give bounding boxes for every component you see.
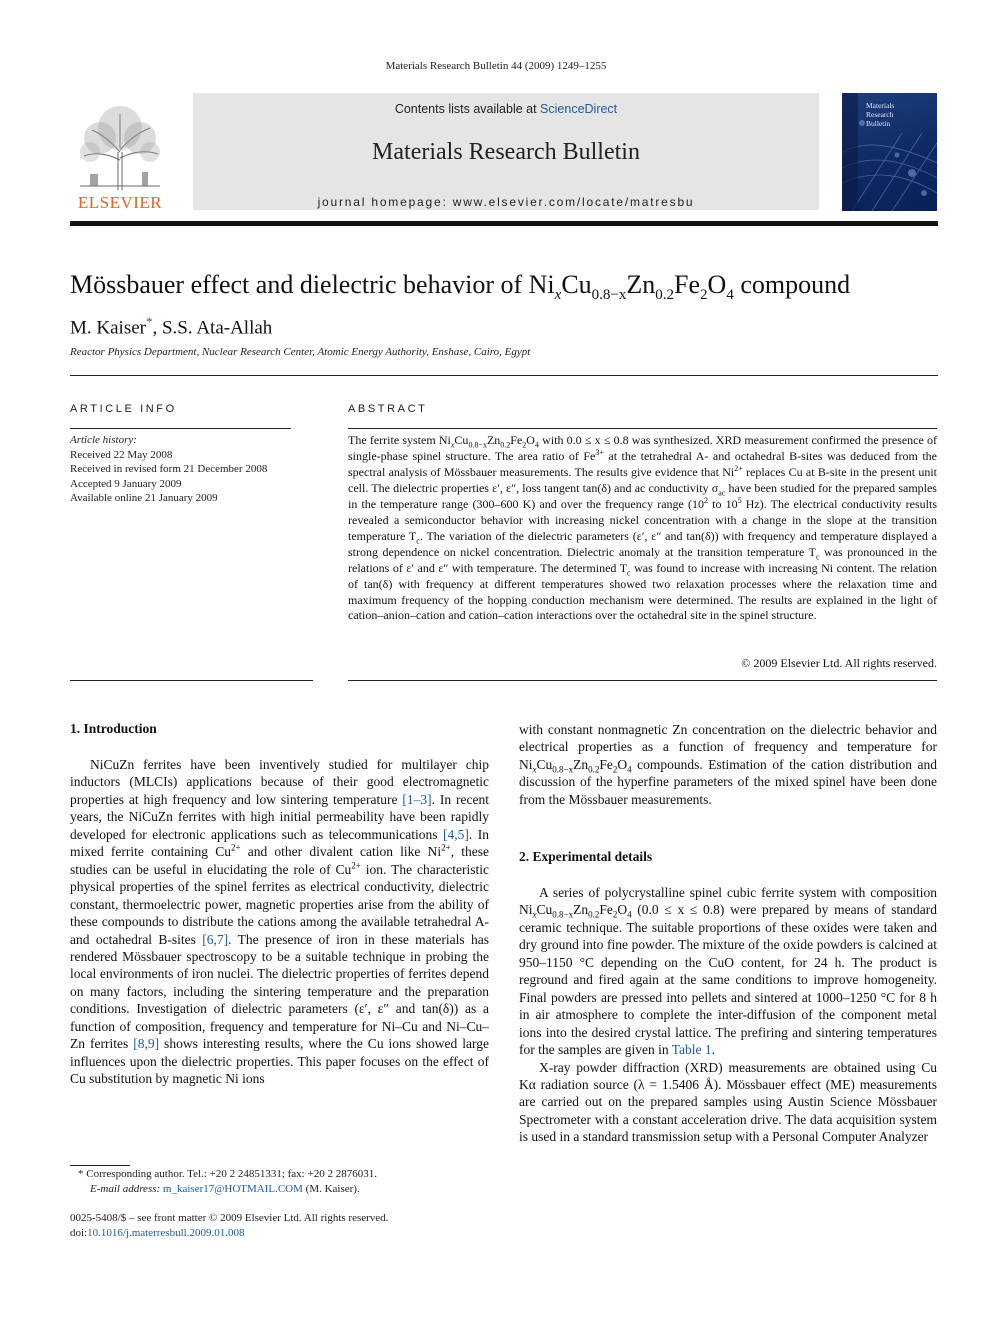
title-sub: x	[554, 287, 562, 304]
journal-name: Materials Research Bulletin	[372, 139, 640, 165]
header-rule	[70, 221, 938, 226]
title-text: Fe	[674, 270, 701, 299]
history-entry: Received in revised form 21 December 2008	[70, 463, 268, 475]
divider	[70, 428, 291, 429]
body-text: (0.0 ≤ x ≤ 0.8) were prepared by means of standard ceramic technique. The suitable proportions of these oxides were taken and dry ground into fine powder. The mixture of the oxide powders is calcined at 950–1150 °C depending on the CuO content, for 24 h. The product is reground and fired again at the same conditions to improve homogeneity. Final powders are pressed into pellets and sintered at 1000–1250 °C for 8 h in air atmosphere to complete the inter-diffusion of the component metal ions into the desired crystal lattice. The prefiring and sintering temperatures for the samples are given in	[519, 902, 937, 1058]
footnote-mark: *	[78, 1168, 84, 1180]
abstract-text: Zn	[486, 433, 501, 447]
abstract-text: Hz). The electrical conductivity results revealed a semiconductor behavior with increasing nickel concentration with a change in the slope at the transition temperature T	[348, 496, 937, 543]
body-text: compounds. Estimation of the cation distribution and discussion of the hyperfine parameters of the mixed spinel have been done from the Mössbauer measurements.	[519, 756, 937, 807]
abstract-text: at the tetrahedral A- and octahedral B-sites was deduced from the spectral analysis of Mössbauer measurements. The results give evidence that Ni	[348, 448, 938, 479]
doi-link[interactable]: 10.1016/j.materresbull.2009.01.008	[87, 1226, 245, 1239]
body-text: Fe	[599, 902, 613, 918]
cover-title	[866, 101, 894, 128]
abstract-sub: ac	[718, 488, 726, 498]
body-sub: 2	[612, 910, 618, 921]
abstract-body	[348, 433, 937, 624]
introduction-body	[70, 756, 489, 1088]
abstract-sub: 0.2	[500, 440, 511, 450]
author-name[interactable]: , S.S. Ata-Allah	[152, 317, 273, 339]
title-sub: 4	[726, 287, 734, 304]
cover-title-line: Bulletin	[866, 119, 891, 128]
abstract-sub: c	[815, 552, 820, 562]
article-title	[70, 270, 850, 304]
divider	[348, 680, 937, 681]
issn-line: 0025-5408/$ – see front matter © 2009 Elsevier Ltd. All rights reserved.	[70, 1212, 389, 1224]
history-entry: Received 22 May 2008	[70, 448, 173, 461]
body-text: with constant nonmagnetic Zn concentration on the dielectric behavior and electrical properties as a function of frequency and temperature for Ni	[519, 722, 937, 772]
contents-prefix: Contents lists available at	[394, 102, 541, 116]
email-label: E-mail address:	[90, 1182, 161, 1195]
corresponding-author-mark[interactable]: *	[145, 314, 153, 329]
history-entry: Available online 21 January 2009	[70, 492, 218, 504]
body-sub: 4	[627, 764, 632, 775]
footnote	[70, 1167, 489, 1196]
journal-citation-line: Materials Research Bulletin 44 (2009) 1249–1255	[385, 60, 607, 72]
divider	[348, 428, 937, 429]
abstract-text: . The variation of the dielectric parameters (ε′, ε″ and tan(δ)) with frequency and temperature displayed a strong dependence on nickel concentration. Dielectric anomaly at the transition temperature T	[348, 528, 937, 559]
affiliation: Reactor Physics Department, Nuclear Research Center, Atomic Energy Authority, Enshase, Cairo, Egypt	[70, 346, 531, 358]
abstract-sub: 0.8−x	[468, 440, 487, 450]
body-text: .	[711, 1042, 716, 1058]
body-text: Zn	[573, 902, 589, 918]
body-sub: 0.2	[588, 764, 600, 775]
abstract-text: was found to increase with increasing Ni content. The relation of tan(δ) with frequency at different temperatures showed two relaxation processes where the relaxation time and maximum frequency of the hopping conduction mechanism were determined. The results are explained in the light of cation–anion–cation and cation–cation interactions over the octahedral site in the spinel structure.	[348, 560, 937, 623]
title-text: Zn	[626, 270, 656, 299]
abstract-sub: x	[450, 440, 455, 450]
divider	[70, 680, 313, 681]
front-matter	[70, 1211, 520, 1240]
body-text: shows interesting results, where the Cu ions showed large influences upon the dielectric properties. This paper focuses on the effect of Cu substitution by magnetic Ni ions	[70, 1036, 490, 1087]
article-history	[70, 433, 267, 506]
body-sub: 2	[612, 764, 618, 775]
abstract-sup: 2	[704, 495, 708, 505]
body-sub: x	[532, 910, 537, 921]
experimental-paragraph-2: X-ray powder diffraction (XRD) measurements are obtained using Cu Kα radiation source (λ = 1.5406 Å). Mössbauer effect (ME) measurements are carried out on the prepared samples using Austin Science Mössbauer Spectrometer with a constant acceleration drive. The data acquisition system is used in a standard transmission setup with a Personal Computer Analyzer	[519, 1059, 937, 1145]
title-sub: 0.2	[655, 287, 675, 304]
section-heading-experimental: 2. Experimental details	[519, 849, 653, 864]
table-link[interactable]: Table 1	[671, 1042, 712, 1058]
body-sup: 2+	[351, 860, 361, 871]
abstract-heading: ABSTRACT	[348, 403, 428, 415]
body-text: Cu	[536, 756, 553, 772]
elsevier-wordmark: ELSEVIER	[77, 193, 163, 212]
body-text: and other divalent cation like Ni	[240, 844, 442, 860]
title-sub: 2	[700, 287, 708, 304]
body-text: Fe	[599, 756, 613, 772]
abstract-text: Cu	[454, 433, 469, 447]
abstract-sup: 2+	[734, 463, 743, 473]
abstract-sup: 3+	[595, 447, 604, 457]
body-text: , these studies can be useful in elucidating the role of Cu	[70, 844, 489, 877]
title-text: O	[707, 270, 727, 299]
introduction-continued	[519, 721, 937, 808]
body-text: Cu	[536, 902, 553, 918]
body-text: Zn	[573, 756, 589, 772]
abstract-sub: 4	[534, 440, 539, 450]
body-sub: 4	[627, 910, 632, 921]
footnote-divider	[70, 1165, 130, 1166]
abstract-sub: c	[627, 568, 631, 578]
contents-available-line	[193, 102, 819, 116]
author-name[interactable]: M. Kaiser	[70, 317, 146, 339]
abstract-text: Fe	[510, 433, 523, 447]
title-text: compound	[733, 270, 851, 299]
sciencedirect-link[interactable]: ScienceDirect	[540, 102, 618, 116]
abstract-text: O	[526, 433, 535, 447]
divider	[70, 375, 938, 376]
body-sub: x	[532, 764, 537, 775]
body-text: O	[617, 902, 628, 918]
section-heading-introduction: 1. Introduction	[70, 721, 157, 736]
experimental-body	[519, 884, 937, 1146]
email-suffix: (M. Kaiser).	[302, 1182, 360, 1195]
abstract-text: was pronounced in the relations of ε′ and ε″ with temperature. The determined T	[348, 544, 938, 575]
history-label: Article history:	[70, 434, 137, 446]
journal-homepage[interactable]: journal homepage: www.elsevier.com/locate/matresbu	[317, 195, 695, 209]
citation-link[interactable]: [4,5]	[442, 826, 469, 842]
title-sub: 0.8−x	[591, 287, 627, 304]
abstract-text: have been studied for the prepared samples in the temperature range (300–600 K) and over the frequency range (10	[348, 480, 937, 511]
body-sup: 2+	[231, 842, 241, 853]
email-link[interactable]: m_kaiser17@HOTMAIL.COM	[162, 1182, 303, 1195]
corresponding-author-contact: Corresponding author. Tel.: +20 2 24851331; fax: +20 2 2876031.	[83, 1168, 377, 1180]
body-text: O	[617, 756, 628, 772]
citation-link[interactable]: [8,9]	[133, 1036, 160, 1052]
abstract-sub: c	[416, 536, 420, 546]
abstract-text: replaces Cu at B-site in the present unit cell. The dielectric properties ε′, ε″, loss tangent tan(δ) and ac conductivity σ	[348, 464, 937, 495]
abstract-text: with 0.0 ≤ x ≤ 0.8 was synthesized. XRD measurement confirmed the presence of single-phase spinel structure. The area ratio of Fe	[348, 433, 937, 463]
citation-link[interactable]: [6,7]	[202, 931, 229, 947]
body-sub: 0.2	[588, 910, 600, 921]
body-text: . In mixed ferrite containing Cu	[70, 826, 489, 860]
body-text: ion. The characteristic physical properties of the spinel ferrites as electrical conductivity, dielectric constant, thermoelectric power, magnetic properties arise from the ability of these compounds to distribute the cations among the available tetrahedral A- and octahedral B-sites	[70, 861, 489, 947]
body-text: NiCuZn ferrites have been inventively studied for multilayer chip inductors (MLCIs) applications because of their good electromagnetic properties at high frequency and low sintering temperature	[70, 757, 489, 807]
doi-label: doi:	[70, 1226, 88, 1239]
abstract-sup: 5	[737, 495, 742, 505]
abstract-text: The ferrite system Ni	[348, 433, 451, 447]
abstract-sub: 2	[522, 440, 527, 450]
cover-title-line: Materials	[866, 101, 895, 110]
body-text: A series of polycrystalline spinel cubic ferrite system with composition Ni	[519, 885, 937, 918]
body-sup: 2+	[441, 842, 451, 853]
author-list	[70, 314, 272, 339]
history-entry: Accepted 9 January 2009	[70, 477, 182, 490]
cover-title-line: Research	[866, 110, 894, 119]
title-text: Cu	[561, 270, 592, 299]
article-info-heading: ARTICLE INFO	[70, 403, 177, 415]
body-text: . The presence of iron in these materials has rendered Mössbauer spectroscopy to be a suitable technique in probing the local environments of iron nuclei. The dielectric properties of ferrites depend on many factors, including the sintering temperature and the preparation conditions. Investigation of dielectric parameters (ε′, ε″ and tan(δ)) as a function of composition, frequency and temperature for Ni–Cu and Ni–Cu–Zn ferrites	[70, 931, 489, 1052]
body-sub: 0.8−x	[552, 764, 574, 775]
citation-link[interactable]: [1–3]	[402, 791, 432, 807]
body-text: . In recent years, the NiCuZn ferrites with high initial permeability have been rapidly developed for electronic applications such as telecommunications	[70, 791, 490, 842]
abstract-text: to 10	[708, 496, 738, 511]
title-text: Mössbauer effect and dielectric behavior of Ni	[70, 270, 555, 299]
body-sub: 0.8−x	[552, 910, 574, 921]
abstract-copyright: © 2009 Elsevier Ltd. All rights reserved.	[741, 656, 937, 670]
